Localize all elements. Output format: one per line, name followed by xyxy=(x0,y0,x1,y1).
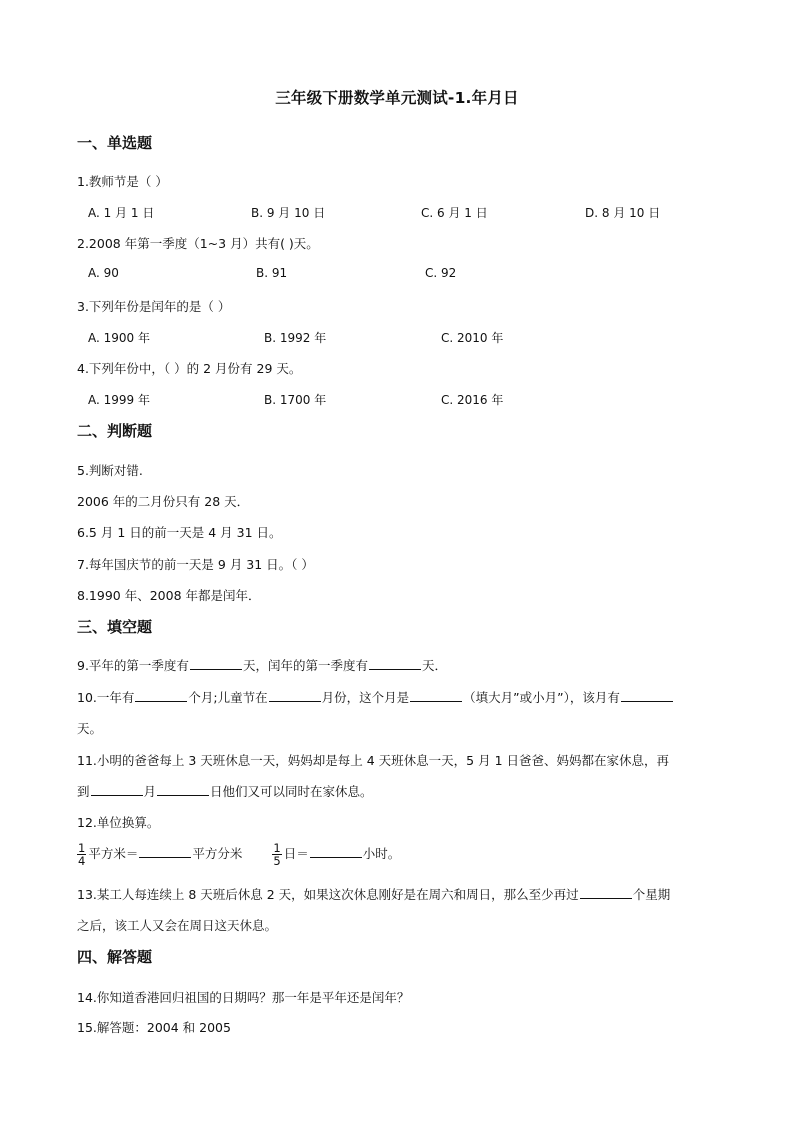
question-11-line-1: 11.小明的爸爸每上 3 天班休息一天，妈妈却是每上 4 天班休息一天，5 月 1 日爸爸、妈妈都在家休息，再 xyxy=(77,753,670,768)
question-4-stem: 4.下列年份中，（ ）的 2 月份有 29 天。 xyxy=(77,361,302,376)
question-13-text-1: 13.某工人每连续上 8 天班后休息 2 天，如果这次休息刚好是在周六和周日，那么至少再过 xyxy=(77,887,579,902)
section-heading-answer: 四、解答题 xyxy=(77,948,153,966)
question-1-option-b: B. 9 月 10 日 xyxy=(251,206,326,220)
question-2-option-b: B. 91 xyxy=(256,266,288,280)
question-1-option-d: D. 8 月 10 日 xyxy=(585,206,661,220)
question-10-text-1: 10.一年有 xyxy=(77,690,135,705)
answer-blank[interactable] xyxy=(135,688,187,702)
fraction-one-fifth: $\frac{1}{5}$ xyxy=(273,841,281,868)
question-13-line-2: 之后，该工人又会在周日这天休息。 xyxy=(77,918,278,933)
question-2-option-a: A. 90 xyxy=(88,266,119,280)
question-13-line-1 xyxy=(77,885,670,903)
question-9-text-2: 天，闰年的第一季度有 xyxy=(242,658,368,673)
question-5-statement: 2006 年的二月份只有 28 天． xyxy=(77,494,250,509)
question-11-line-2 xyxy=(77,782,373,800)
question-14: 14.你知道香港回归祖国的日期吗？那一年是平年还是闰年？ xyxy=(77,990,410,1005)
question-9-text-1: 9.平年的第一季度有 xyxy=(77,658,189,673)
section-heading-single-choice: 一、单选题 xyxy=(77,134,153,152)
question-1-stem: 1.教师节是（ ） xyxy=(77,174,168,189)
section-heading-fill-blank: 三、填空题 xyxy=(77,618,153,636)
question-10-continued: 天。 xyxy=(77,721,103,736)
answer-blank[interactable] xyxy=(410,688,462,702)
question-9-text-3: 天． xyxy=(421,658,447,673)
question-2-stem: 2.2008 年第一季度（1~3 月）共有( )天。 xyxy=(77,236,319,251)
question-11-text-3: 日他们又可以同时在家休息。 xyxy=(210,784,373,799)
document-title: 三年级下册数学单元测试-1.年月日 xyxy=(275,89,519,107)
question-13-text-2: 个星期 xyxy=(632,887,671,902)
fraction-one-quarter: $\frac{1}{4}$ xyxy=(78,841,86,868)
answer-blank[interactable] xyxy=(269,688,321,702)
question-4-option-a: A. 1999 年 xyxy=(88,393,150,407)
question-12-conversions xyxy=(77,842,400,867)
question-2-option-c: C. 92 xyxy=(425,266,457,280)
question-4-option-b: B. 1700 年 xyxy=(264,393,327,407)
question-12-stem: 12.单位换算。 xyxy=(77,815,160,830)
question-3-option-c: C. 2010 年 xyxy=(441,331,504,345)
answer-blank[interactable] xyxy=(369,656,421,670)
question-12-text-2: 平方分米 xyxy=(192,846,243,861)
question-3-stem: 3.下列年份是闰年的是（ ） xyxy=(77,299,231,314)
question-11-text-1: 到 xyxy=(77,784,90,799)
question-10 xyxy=(77,688,674,706)
question-12-text-1: 平方米＝ xyxy=(88,846,139,861)
section-heading-true-false: 二、判断题 xyxy=(77,422,153,440)
answer-blank[interactable] xyxy=(310,844,362,858)
question-15: 15.解答题：2004 和 2005 xyxy=(77,1020,231,1035)
question-3-option-b: B. 1992 年 xyxy=(264,331,327,345)
question-3-option-a: A. 1900 年 xyxy=(88,331,150,345)
answer-blank[interactable] xyxy=(580,885,632,899)
answer-blank[interactable] xyxy=(139,844,191,858)
answer-blank[interactable] xyxy=(91,782,143,796)
question-10-text-2: 个月;儿童节在 xyxy=(188,690,268,705)
question-11-text-2: 月 xyxy=(143,784,157,799)
question-4-option-c: C. 2016 年 xyxy=(441,393,504,407)
answer-blank[interactable] xyxy=(190,656,242,670)
question-9 xyxy=(77,656,447,674)
question-7: 7.每年国庆节的前一天是 9 月 31 日。（ ） xyxy=(77,557,314,572)
question-10-text-4: （填大月”或小月”），该月有 xyxy=(463,690,620,705)
answer-blank[interactable] xyxy=(157,782,209,796)
question-6: 6.5 月 1 日的前一天是 4 月 31 日。 xyxy=(77,525,282,540)
question-12-text-3: 日＝ xyxy=(283,846,309,861)
question-1-option-c: C. 6 月 1 日 xyxy=(421,206,488,220)
question-8: 8.1990 年、2008 年都是闰年． xyxy=(77,588,261,603)
question-1-option-a: A. 1 月 1 日 xyxy=(88,206,155,220)
question-12-text-4: 小时。 xyxy=(362,846,401,861)
question-10-text-3: 月份，这个月是 xyxy=(321,690,410,705)
question-5-stem: 5.判断对错. xyxy=(77,463,143,478)
answer-blank[interactable] xyxy=(621,688,673,702)
